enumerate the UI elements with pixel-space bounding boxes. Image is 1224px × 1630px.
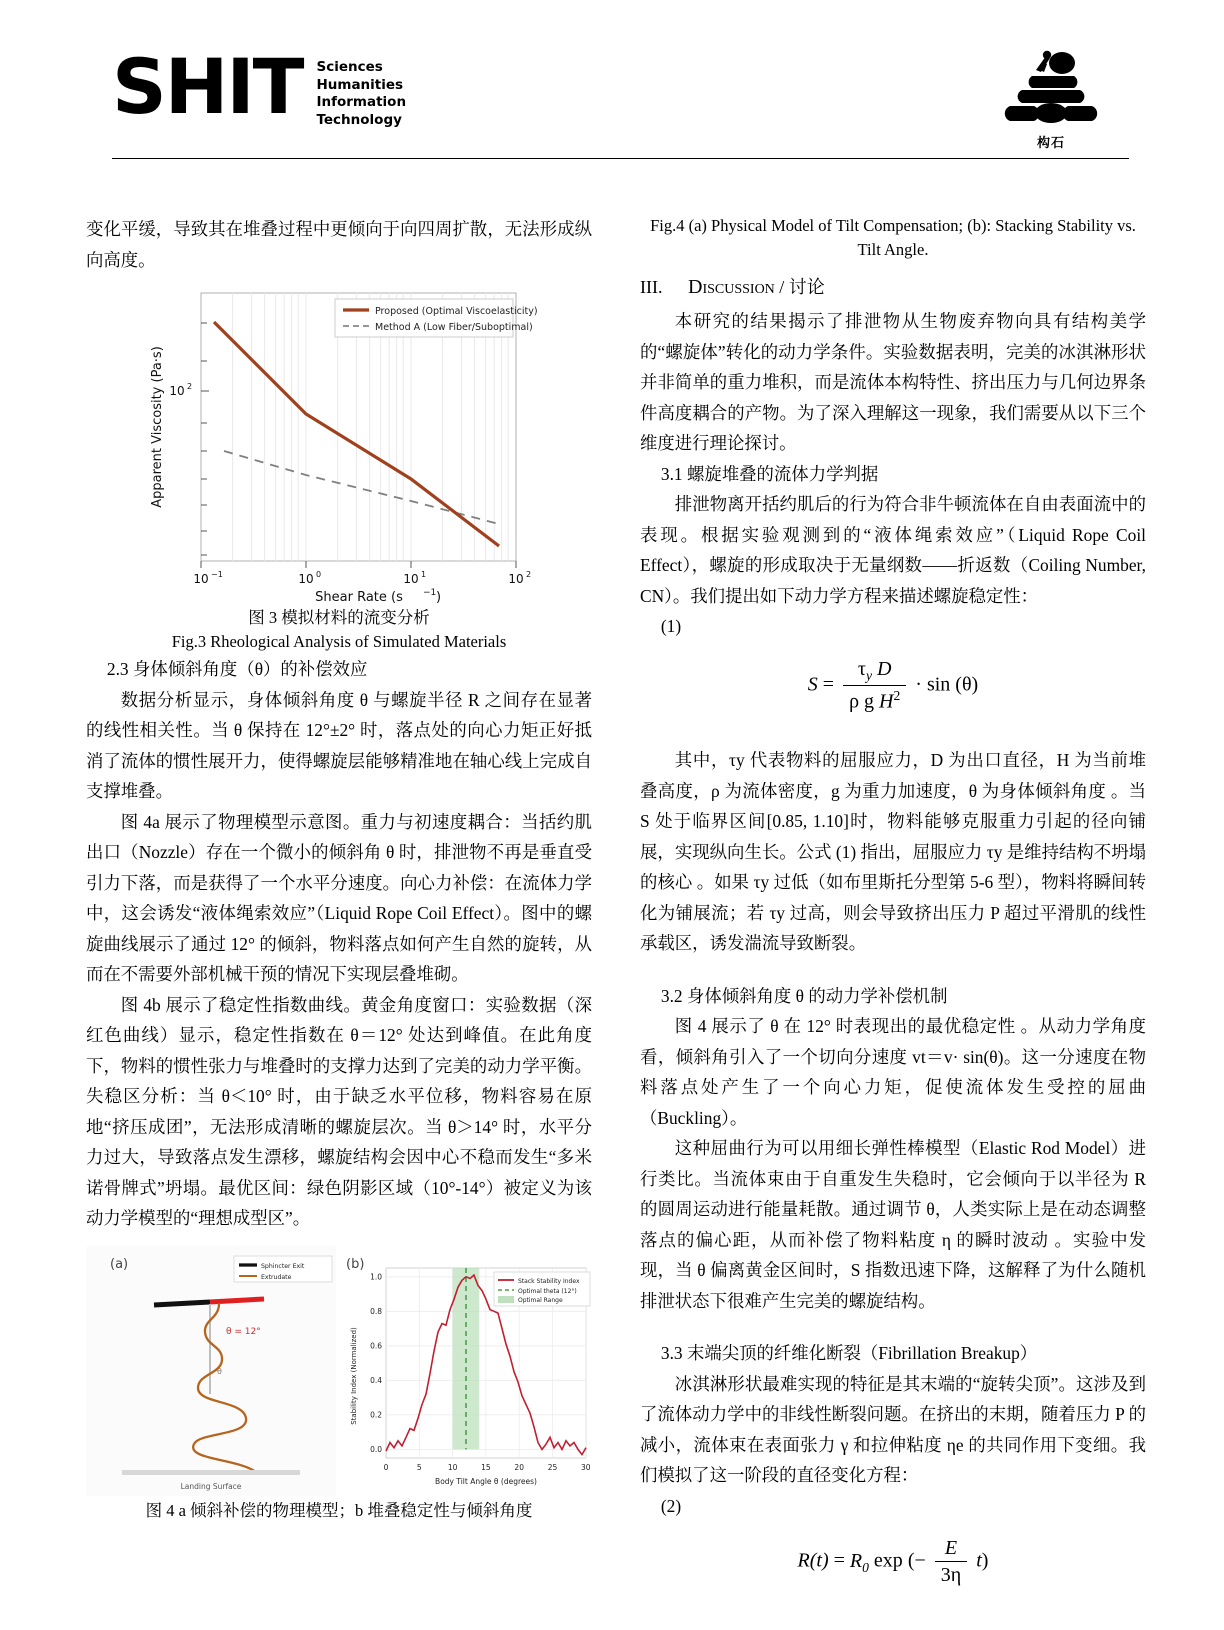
paragraph-3-2-1: 图 4 展示了 θ 在 12° 时表现出的最优稳定性 。从动力学角度看，倾斜角引入了一个切向分速度 vt＝v· sin(θ)。这一分速度在物料落点处产生了一个向心力矩，促使流体发生受控的屈曲（Buckling）。 (640, 1016, 1146, 1128)
eq1-tail: · sin (θ) (915, 672, 979, 695)
spacer-before-3-2 (640, 959, 1146, 981)
svg-text:30: 30 (581, 1462, 591, 1472)
svg-text:0.2: 0.2 (370, 1410, 382, 1419)
svg-text:−1: −1 (211, 570, 223, 579)
paragraph-2-3-1: 数据分析显示，身体倾斜角度 θ 与螺旋半径 R 之间存在显著的线性相关性。当 θ 保持在 12°±2° 时，落点处的向心力矩正好抵消了流体的惯性展开力，使得螺旋层能够精准地在轴心线上完成自支撑堆叠。 (86, 689, 592, 801)
svg-text:0: 0 (316, 570, 322, 579)
logo-subtitle-line-3: Information (316, 94, 407, 110)
panel-b-label: (b) (346, 1256, 365, 1272)
eq1-equals: = (822, 672, 835, 695)
right-column (640, 214, 1146, 1597)
eq2-denominator: 3η (940, 1564, 962, 1587)
masthead-divider (112, 158, 1129, 159)
svg-text:10: 10 (169, 384, 185, 398)
rheology-legend (335, 299, 538, 337)
paragraph-2-3-2: 图 4a 展示了物理模型示意图。重力与初速度耦合：当括约肌出口（Nozzle）存在一个微小的倾斜角 θ 时，排泄物不再是垂直受引力下落，而是获得了一个水平分速度。向心力补偿：在流体力学中，这会诱发“液体绳索效应”（Liquid Rope Coil Effect）。图中的螺旋曲线展示了通过 12° 的倾斜，物料落点如何产生自然的旋转，从而在不需要外部机械干预的情况下实现层叠堆砌。 (86, 811, 592, 984)
paragraph-3-1: 排泄物离开括约肌后的行为符合非牛顿流体在自由表面流中的表现。根据实验观测到的“液体绳索效应”（Liquid Rope Coil Effect），螺旋的形成取决于无量纲数——折返数（Coiling Number, CN）。我们提出如下动力学方程来描述螺旋稳定性： (640, 494, 1146, 606)
section-heading-discussion (640, 270, 1146, 304)
figure-4a-physical-model (86, 1246, 336, 1496)
left-column (86, 214, 592, 1597)
figure-4-caption-cn: 图 4 a 倾斜补偿的物理模型；b 堆叠稳定性与倾斜角度 (145, 1500, 533, 1520)
figure-4-caption-en: Fig.4 (a) Physical Model of Tilt Compensation; (b): Stacking Stability vs. Tilt Angle. (650, 216, 1136, 259)
heading-3-2: 3.2 身体倾斜角度 θ 的动力学补偿机制 (660, 985, 948, 1006)
svg-text:Optimal theta (12°): Optimal theta (12°) (518, 1287, 577, 1295)
paragraph-2-3-3: 图 4b 展示了稳定性指数曲线。黄金角度窗口：实验数据（深红色曲线）显示，稳定性指数在 θ＝12° 处达到峰值。在此角度下，物料的惯性张力与堆叠时的支撑力达到了完美的动力学平衡。失稳区分析：当 θ＜10° 时，由于缺乏水平位移，物料容易在原地“挤压成团”，无法形成清晰的螺旋层次。当 θ＞14° 时，水平分力过大，导致落点发生漂移，螺旋结构会因中心不稳而发生“多米诺骨牌式”坍塌。最优区间：绿色阴影区域（10°-14°）被定义为该动力学模型的“理想成型区”。 (86, 994, 592, 1228)
figure-3-caption-en: Fig.3 Rheological Analysis of Simulated Materials (171, 632, 507, 651)
figure-3 (86, 283, 592, 654)
svg-text:−1: −1 (423, 588, 437, 598)
svg-text:10: 10 (403, 572, 419, 586)
logo-subtitle-line-1: Sciences (316, 59, 383, 75)
svg-text:Proposed (Optimal Viscoelastic: Proposed (Optimal Viscoelasticity) (375, 306, 538, 317)
svg-text:Method A (Low Fiber/Suboptimal: Method A (Low Fiber/Suboptimal) (375, 322, 533, 333)
paper-page (0, 42, 1224, 1630)
svg-text:25: 25 (547, 1462, 558, 1472)
logo-subtitle (316, 59, 406, 129)
svg-text:0.6: 0.6 (370, 1341, 382, 1350)
equation-1-spacer (640, 723, 1146, 745)
physical-model-svg (86, 1246, 336, 1496)
paragraph-3-2-2: 这种屈曲行为可以用细长弹性棒模型（Elastic Rod Model）进行类比。当流体束由于自重发生失稳时，它会倾向于以半径为 R 的圆周运动进行能量耗散。通过调节 θ，人类实际上是在动态调整落点的偏心距，从而补偿了物料粘度 η 的瞬时波动 。实验中发现，当 θ 偏离黄金区间时，S 指数迅速下降，这解释了为什么随机排泄状态下很难产生完美的螺旋结构。 (640, 1138, 1146, 1311)
logo-wordmark: SHIT (112, 42, 303, 131)
stability-ylabel: Stability Index (Normalized) (350, 1326, 358, 1425)
publisher-name: 构石 (1036, 136, 1065, 151)
equation-1 (640, 658, 1146, 714)
heading-3-3: 3.3 末端尖顶的纤维化断裂（Fibrillation Breakup） (660, 1343, 1038, 1364)
logo-subtitle-line-2: Humanities (316, 76, 404, 93)
equation-2 (640, 1537, 1146, 1587)
section-title (688, 270, 825, 304)
svg-text:0.0: 0.0 (370, 1444, 382, 1454)
svg-text:Stack Stability Index: Stack Stability Index (518, 1277, 580, 1285)
paragraph-3-3: 冰淇淋形状最难实现的特征是其末端的“旋转尖顶”。这涉及到了流体动力学中的非线性断裂问题。在挤出的末期，随着压力 P 的减小，流体束在表面张力 γ 和拉伸粘度 ηe 的共同作用下变细。我们模拟了这一阶段的直径变化方程： (640, 1373, 1146, 1486)
eq2-exp: exp (873, 1549, 903, 1572)
masthead (112, 42, 1129, 164)
svg-text:0: 0 (383, 1462, 389, 1472)
svg-text:θ: θ (217, 1366, 222, 1376)
theta-annotation: θ = 12° (226, 1326, 261, 1337)
svg-text:Extrudate: Extrudate (261, 1273, 292, 1281)
svg-text:0.4: 0.4 (370, 1375, 382, 1385)
panel-a-label: (a) (110, 1256, 129, 1272)
section-title-cn: / 讨论 (779, 277, 825, 297)
stability-legend (494, 1272, 590, 1306)
publisher-logo (991, 48, 1111, 151)
eq2-lhs: R(t) (797, 1549, 829, 1572)
eq2-open: (− (907, 1549, 926, 1572)
rheology-chart-svg (139, 283, 539, 603)
logo-subtitle-line-4: Technology (316, 111, 402, 128)
figure-4 (86, 1246, 592, 1496)
svg-text:1: 1 (421, 570, 427, 579)
svg-text:Sphincter Exit: Sphincter Exit (261, 1262, 305, 1270)
svg-text:10: 10 (447, 1462, 458, 1472)
heading-2-3: 2.3 身体倾斜角度（θ）的补偿效应 (106, 659, 368, 679)
spacer-before-3-3 (640, 1316, 1146, 1338)
eq2-tail: t) (976, 1549, 989, 1572)
eq1-denominator: ρ g $H^2$ (849, 687, 901, 713)
eq2-fraction (935, 1537, 967, 1587)
svg-text:2: 2 (187, 382, 193, 391)
svg-text:2: 2 (526, 570, 532, 579)
landing-surface-label: Landing Surface (180, 1481, 242, 1491)
section-title-en: Discussion (688, 276, 775, 298)
equation-2-number: (2) (660, 1495, 682, 1516)
paragraph-3-1-after: 其中，τy 代表物料的屈服应力，D 为出口直径，H 为当前堆叠高度，ρ 为流体密度，g 为重力加速度，θ 为身体倾斜角度 。当 S 处于临界区间[0.85, 1.10]时，物料能够克服重力引起的径向铺展，实现纵向生长。公式 (1) 指出，屈服应力 τy 是维持结构不坍塌的核心 。如果 τy 过低（如布里斯托分型第 5-6 型），物料将瞬间转化为铺展流；若 τy 过高，则会导致挤出压力 P 超过平滑肌的线性承载区，诱发湍流导致断裂。 (640, 750, 1146, 954)
svg-text:0.8: 0.8 (370, 1306, 382, 1316)
section-number: III. (640, 277, 663, 297)
svg-text:1.0: 1.0 (370, 1272, 382, 1281)
paragraph-continued: 变化平缓，导致其在堆叠过程中更倾向于向四周扩散，无法形成纵向高度。 (86, 219, 592, 270)
svg-text:15: 15 (481, 1462, 491, 1472)
equation-1-number: (1) (660, 616, 682, 636)
stability-xlabel: Body Tilt Angle θ (degrees) (435, 1476, 537, 1486)
svg-text:5: 5 (416, 1462, 422, 1472)
eq2-r0: $R_0$ (849, 1549, 869, 1575)
eq1-fraction (843, 658, 906, 714)
journal-logo (112, 42, 407, 131)
paragraph-discussion-intro: 本研究的结果揭示了排泄物从生物废弃物向具有结构美学的“螺旋体”转化的动力学条件。实验数据表明，完美的冰淇淋形状并非简单的重力堆积，而是流体本构特性、挤出压力与几何边界条件高度耦合的产物。为了深入理解这一现象，我们需要从以下三个维度进行理论探讨。 (640, 311, 1146, 453)
eq1-numerator: $\tau_y$ D (843, 658, 906, 686)
eq2-numerator: E (935, 1537, 967, 1562)
svg-text:Shear Rate (s: Shear Rate (s (315, 590, 403, 603)
svg-text:): ) (436, 590, 442, 603)
heading-3-1: 3.1 螺旋堆叠的流体力学判据 (660, 463, 879, 484)
eq1-lhs: S (807, 672, 818, 695)
svg-text:Optimal Range: Optimal Range (518, 1296, 563, 1304)
stacked-stones-icon (996, 48, 1106, 126)
svg-text:10: 10 (508, 572, 524, 586)
svg-text:10: 10 (298, 572, 314, 586)
figure-3-caption-cn: 图 3 模拟材料的流变分析 (248, 608, 430, 627)
eq2-equals: = (833, 1549, 845, 1572)
svg-text:20: 20 (514, 1462, 524, 1472)
stability-chart-svg (342, 1246, 598, 1496)
two-column-body (86, 214, 1146, 1597)
svg-text:Apparent Viscosity (Pa·s): Apparent Viscosity (Pa·s) (150, 346, 165, 508)
rheology-chart (139, 283, 539, 603)
figure-4b-stability-chart (342, 1246, 598, 1496)
svg-text:10: 10 (193, 572, 209, 586)
